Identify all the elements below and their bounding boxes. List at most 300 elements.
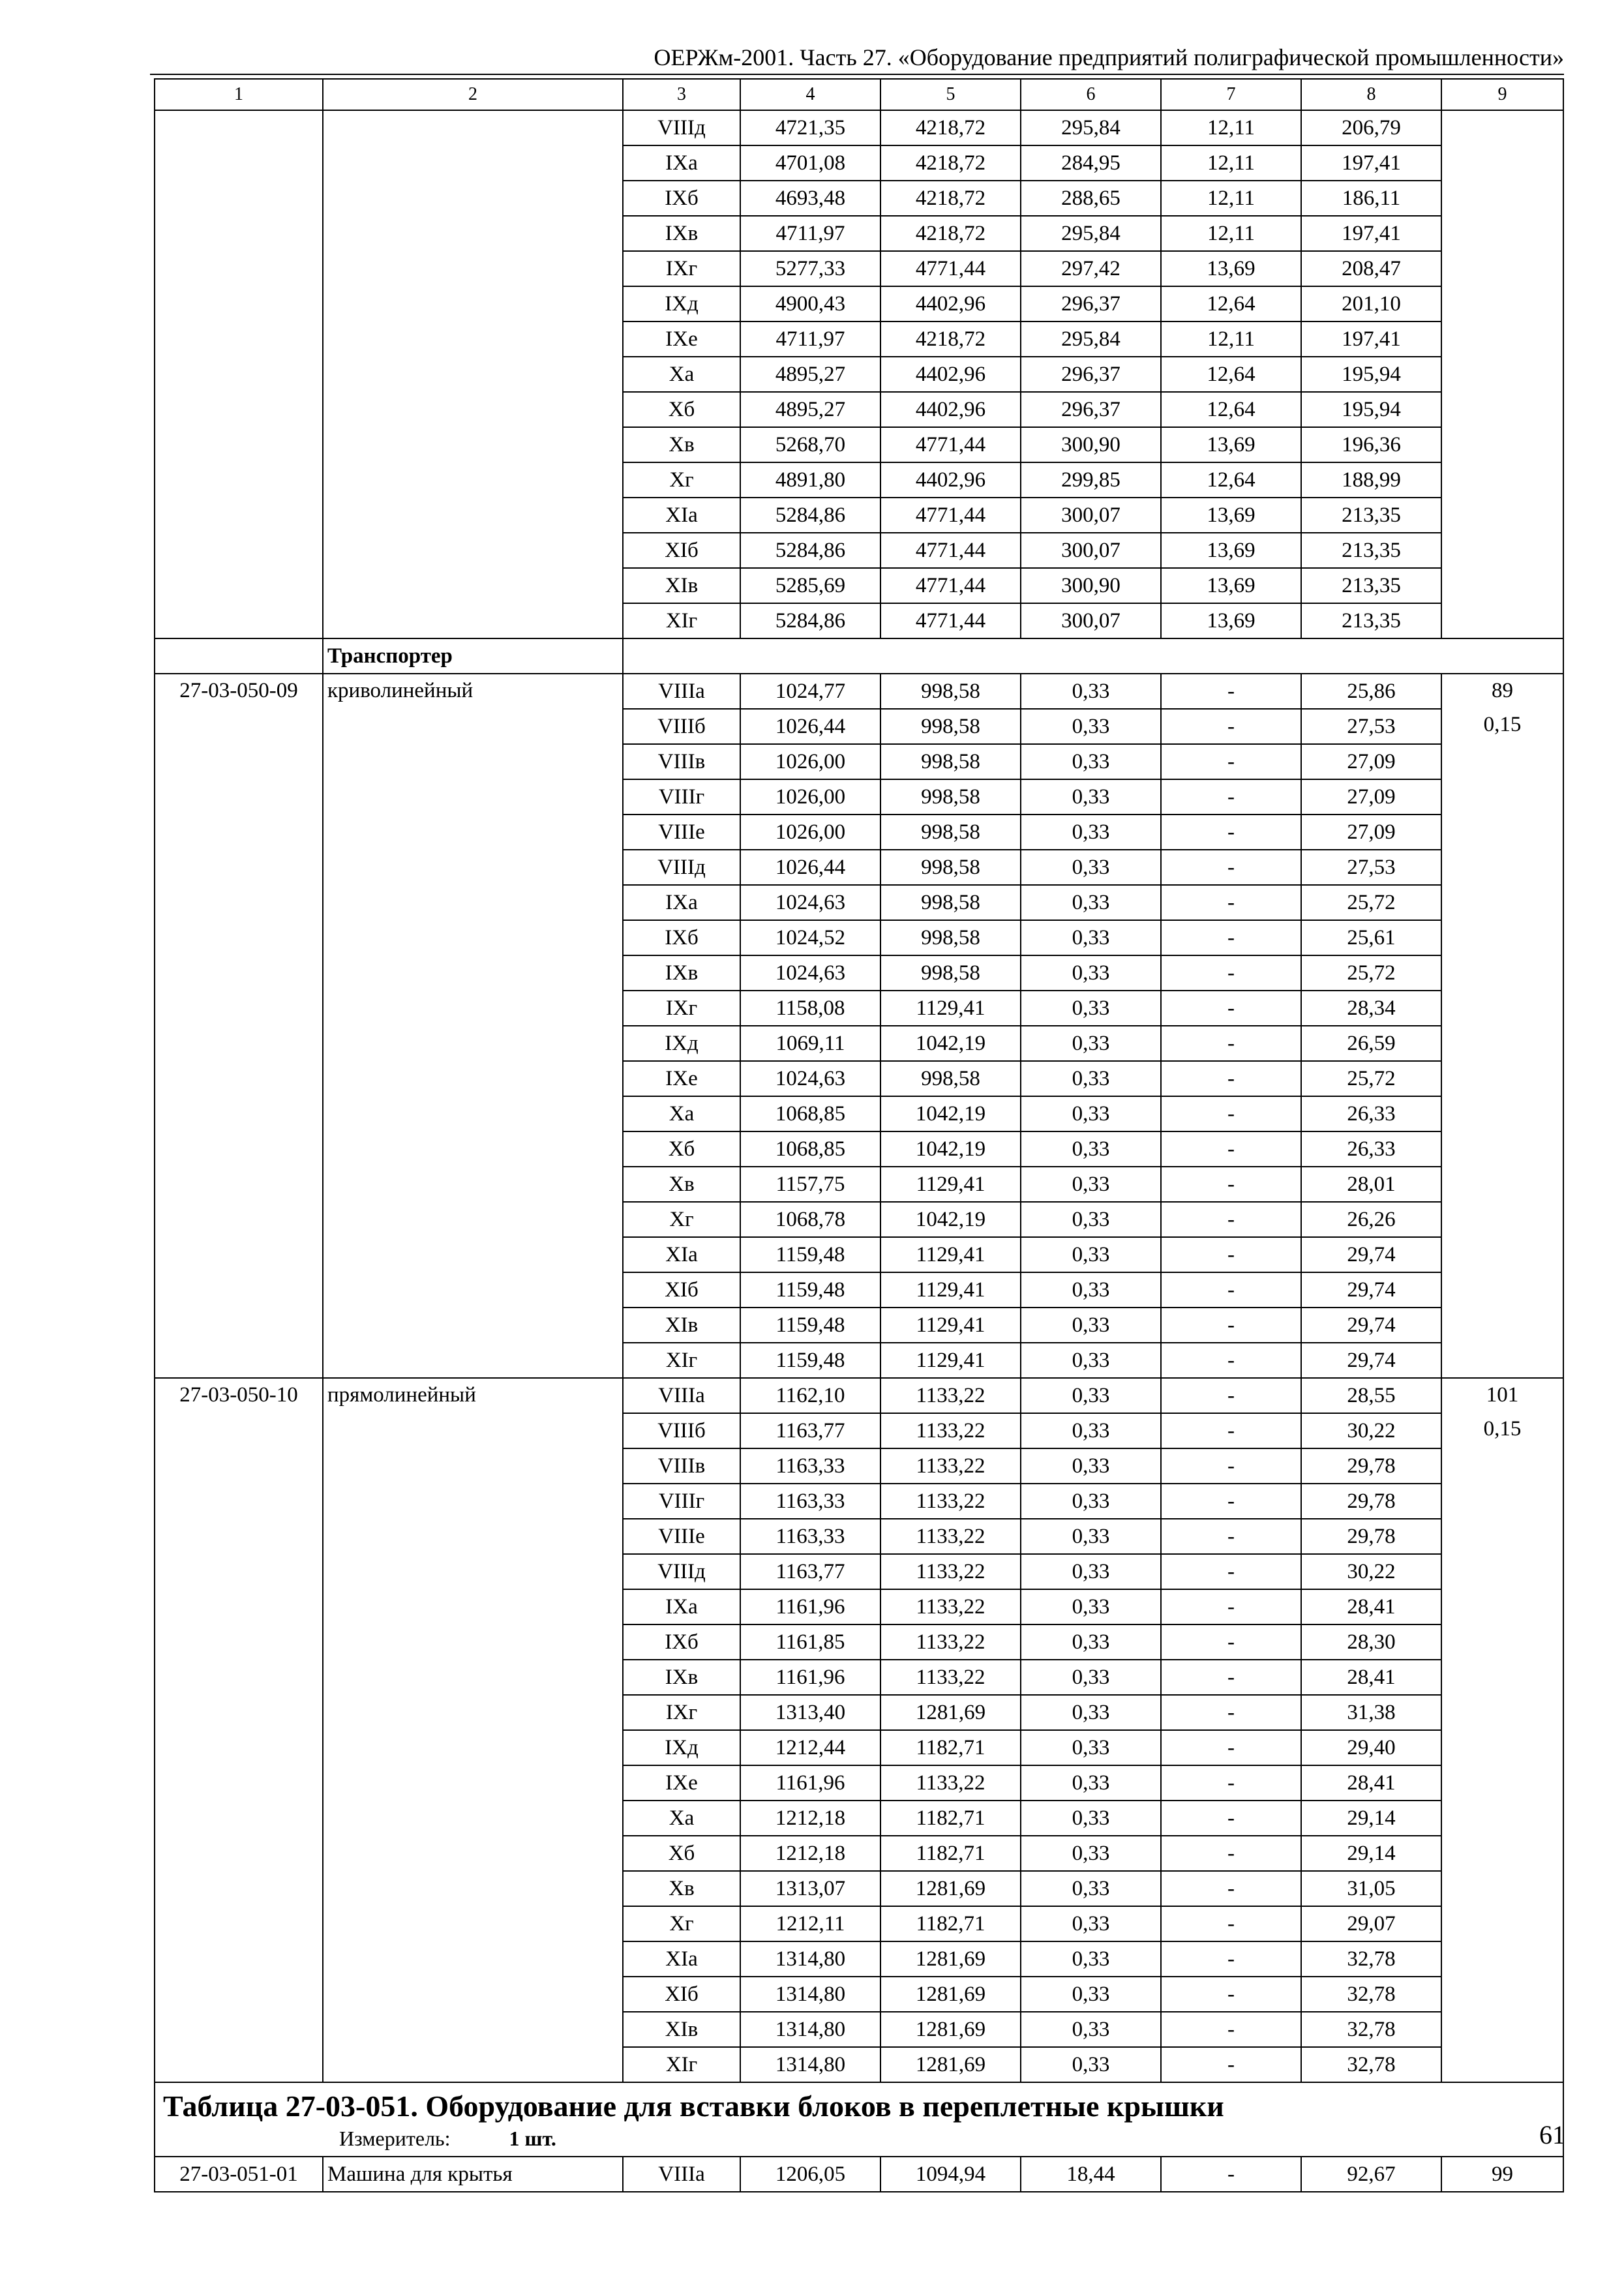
unit-value: 1 шт. [509,2127,556,2150]
region-cell: IXа [623,885,740,920]
total-cost-cell: 1024,63 [740,955,880,991]
total-cost-cell: 4891,80 [740,462,880,498]
region-cell: Xг [623,462,740,498]
table-caption-unit [163,2125,1555,2152]
materials-cost-cell: 27,09 [1301,779,1441,815]
operator-wage-cell: 12,64 [1161,357,1301,392]
machine-cost-cell: 288,65 [1021,181,1161,216]
machine-cost-cell: 0,33 [1021,955,1161,991]
materials-cost-cell: 197,41 [1301,145,1441,181]
operator-wage-cell: - [1161,1167,1301,1202]
region-cell: VIIIб [623,1413,740,1448]
operator-wage-cell: 12,11 [1161,110,1301,145]
labor-cost-cell: 1133,22 [880,1448,1021,1484]
operator-wage-cell: - [1161,1589,1301,1624]
machine-cost-cell: 295,84 [1021,110,1161,145]
machine-cost-cell: 297,42 [1021,251,1161,286]
machine-cost-cell: 0,33 [1021,1096,1161,1131]
operator-wage-cell: - [1161,1448,1301,1484]
machine-cost-cell: 0,33 [1021,709,1161,744]
labor-cost-cell: 998,58 [880,815,1021,850]
region-cell: XIб [623,533,740,568]
labor-cost-cell: 1133,22 [880,1589,1021,1624]
machine-cost-cell: 0,33 [1021,1871,1161,1906]
table-row [155,1378,1563,1413]
total-cost-cell: 1212,44 [740,1730,880,1765]
total-cost-cell: 1026,44 [740,709,880,744]
total-cost-cell: 1163,33 [740,1448,880,1484]
operator-wage-cell: 13,69 [1161,533,1301,568]
labor-cost-cell: 4218,72 [880,322,1021,357]
materials-cost-cell: 29,78 [1301,1448,1441,1484]
machine-cost-cell: 295,84 [1021,216,1161,251]
machine-cost-cell: 0,33 [1021,1061,1161,1096]
operator-wage-cell: - [1161,2012,1301,2047]
materials-cost-cell: 28,41 [1301,1765,1441,1801]
operator-wage-cell: 12,11 [1161,216,1301,251]
region-cell: XIа [623,498,740,533]
region-cell: XIв [623,2012,740,2047]
machine-cost-cell: 296,37 [1021,392,1161,427]
name-cell: криволинейный [323,674,623,1378]
materials-cost-cell: 28,41 [1301,1589,1441,1624]
materials-cost-cell: 208,47 [1301,251,1441,286]
region-cell: IXв [623,955,740,991]
labor-cost-cell: 1281,69 [880,1977,1021,2012]
column-number: 5 [880,79,1021,110]
labor-cost-cell: 998,58 [880,744,1021,779]
region-cell: XIг [623,1343,740,1378]
total-cost-cell: 1161,96 [740,1765,880,1801]
total-cost-cell: 5284,86 [740,498,880,533]
operator-wage-cell: - [1161,1836,1301,1871]
operator-wage-cell: - [1161,1343,1301,1378]
labor-cost-cell: 1182,71 [880,1730,1021,1765]
materials-cost-cell: 31,05 [1301,1871,1441,1906]
machine-cost-cell: 0,33 [1021,1272,1161,1308]
total-cost-cell: 1024,77 [740,674,880,709]
total-cost-cell: 1163,33 [740,1484,880,1519]
labor-cost-cell: 4771,44 [880,498,1021,533]
labor-cost-cell: 1042,19 [880,1026,1021,1061]
materials-cost-cell: 29,74 [1301,1237,1441,1272]
region-cell: Xг [623,1906,740,1941]
total-cost-cell: 1161,96 [740,1589,880,1624]
total-cost-cell: 4693,48 [740,181,880,216]
total-cost-cell: 4900,43 [740,286,880,322]
materials-cost-cell: 213,35 [1301,533,1441,568]
total-cost-cell: 1314,80 [740,1977,880,2012]
materials-cost-cell: 206,79 [1301,110,1441,145]
labor-cost-cell: 998,58 [880,779,1021,815]
operator-wage-cell: - [1161,991,1301,1026]
operator-wage-cell: - [1161,1519,1301,1554]
materials-cost-cell: 92,67 [1301,2157,1441,2192]
labor-cost-cell: 998,58 [880,1061,1021,1096]
machine-cost-cell: 0,33 [1021,1554,1161,1589]
total-cost-cell: 1162,10 [740,1378,880,1413]
labor-cost-cell: 1129,41 [880,1237,1021,1272]
machine-cost-cell: 0,33 [1021,1237,1161,1272]
materials-cost-cell: 30,22 [1301,1413,1441,1448]
labor-cost-cell: 4218,72 [880,110,1021,145]
operator-wage-cell: - [1161,1308,1301,1343]
operator-wage-cell: - [1161,815,1301,850]
materials-cost-cell: 195,94 [1301,392,1441,427]
region-cell: Xг [623,1202,740,1237]
machine-cost-cell: 0,33 [1021,1589,1161,1624]
total-cost-cell: 1159,48 [740,1308,880,1343]
labor-cost-cell: 4771,44 [880,603,1021,638]
operator-wage-cell: - [1161,850,1301,885]
materials-cost-cell: 186,11 [1301,181,1441,216]
operator-wage-cell: - [1161,674,1301,709]
column-number: 9 [1441,79,1563,110]
labor-cost-cell: 1133,22 [880,1660,1021,1695]
total-cost-cell: 1163,77 [740,1554,880,1589]
region-cell: Xв [623,1167,740,1202]
col9-cell: 99 [1441,2157,1563,2192]
total-cost-cell: 1313,40 [740,1695,880,1730]
materials-cost-cell: 25,61 [1301,920,1441,955]
labor-cost-cell: 1281,69 [880,2047,1021,2082]
unit-label: Измеритель: [339,2127,451,2150]
region-cell: IXв [623,216,740,251]
labor-cost-cell: 4402,96 [880,392,1021,427]
region-cell: XIб [623,1977,740,2012]
column-number: 4 [740,79,880,110]
labor-cost-cell: 4218,72 [880,181,1021,216]
machine-cost-cell: 0,33 [1021,1977,1161,2012]
operator-wage-cell: - [1161,1061,1301,1096]
code-cell [155,638,323,674]
machine-cost-cell: 295,84 [1021,322,1161,357]
operator-wage-cell: - [1161,1695,1301,1730]
operator-wage-cell: - [1161,1131,1301,1167]
materials-cost-cell: 213,35 [1301,603,1441,638]
total-cost-cell: 4711,97 [740,322,880,357]
labor-cost-cell: 1129,41 [880,1343,1021,1378]
region-cell: IXа [623,1589,740,1624]
col9-coefficient: 0,15 [1483,713,1522,736]
operator-wage-cell: 13,69 [1161,251,1301,286]
code-cell [155,110,323,638]
operator-wage-cell: 12,64 [1161,392,1301,427]
operator-wage-cell: - [1161,1660,1301,1695]
total-cost-cell: 1159,48 [740,1272,880,1308]
total-cost-cell: 1026,00 [740,815,880,850]
operator-wage-cell: 12,11 [1161,322,1301,357]
region-cell: IXг [623,251,740,286]
operator-wage-cell: - [1161,744,1301,779]
machine-cost-cell: 0,33 [1021,1730,1161,1765]
total-cost-cell: 1068,85 [740,1131,880,1167]
region-cell: IXа [623,145,740,181]
total-cost-cell: 1068,78 [740,1202,880,1237]
column-number: 7 [1161,79,1301,110]
materials-cost-cell: 28,34 [1301,991,1441,1026]
operator-wage-cell: - [1161,1624,1301,1660]
machine-cost-cell: 296,37 [1021,286,1161,322]
rates-table [154,78,1564,2192]
region-cell: Xб [623,392,740,427]
machine-cost-cell: 0,33 [1021,1624,1161,1660]
region-cell: XIв [623,568,740,603]
region-cell: IXб [623,920,740,955]
materials-cost-cell: 32,78 [1301,1941,1441,1977]
region-cell: IXв [623,1660,740,1695]
labor-cost-cell: 998,58 [880,674,1021,709]
materials-cost-cell: 197,41 [1301,322,1441,357]
total-cost-cell: 1024,63 [740,1061,880,1096]
total-cost-cell: 1161,85 [740,1624,880,1660]
materials-cost-cell: 29,07 [1301,1906,1441,1941]
region-cell: XIа [623,1237,740,1272]
table-row [155,110,1563,145]
rates-table-body [155,79,1563,2192]
materials-cost-cell: 29,78 [1301,1519,1441,1554]
materials-cost-cell: 26,33 [1301,1131,1441,1167]
region-cell: VIIIе [623,1519,740,1554]
labor-cost-cell: 1129,41 [880,991,1021,1026]
region-cell: XIб [623,1272,740,1308]
total-cost-cell: 1026,44 [740,850,880,885]
machine-cost-cell: 0,33 [1021,1131,1161,1167]
labor-cost-cell: 1133,22 [880,1765,1021,1801]
materials-cost-cell: 26,33 [1301,1096,1441,1131]
labor-cost-cell: 4771,44 [880,533,1021,568]
region-cell: Xв [623,427,740,462]
total-cost-cell: 1157,75 [740,1167,880,1202]
materials-cost-cell: 27,09 [1301,744,1441,779]
header-rule [150,74,1564,75]
labor-cost-cell: 1129,41 [880,1308,1021,1343]
labor-cost-cell: 1133,22 [880,1554,1021,1589]
materials-cost-cell: 201,10 [1301,286,1441,322]
region-cell: VIIIв [623,1448,740,1484]
operator-wage-cell: 13,69 [1161,498,1301,533]
materials-cost-cell: 29,14 [1301,1801,1441,1836]
machine-cost-cell: 0,33 [1021,1343,1161,1378]
operator-wage-cell: 12,11 [1161,145,1301,181]
table-caption-title: Таблица 27-03-051. Оборудование для вставки блоков в переплетные крышки [163,2089,1224,2123]
operator-wage-cell: 12,64 [1161,286,1301,322]
column-number: 2 [323,79,623,110]
total-cost-cell: 1163,77 [740,1413,880,1448]
labor-cost-cell: 1182,71 [880,1801,1021,1836]
total-cost-cell: 4721,35 [740,110,880,145]
region-cell: IXб [623,1624,740,1660]
region-cell: XIг [623,2047,740,2082]
region-cell: Xа [623,1096,740,1131]
machine-cost-cell: 0,33 [1021,1836,1161,1871]
region-cell: Xа [623,1801,740,1836]
machine-cost-cell: 0,33 [1021,1765,1161,1801]
labor-cost-cell: 1281,69 [880,1941,1021,1977]
total-cost-cell: 1163,33 [740,1519,880,1554]
labor-cost-cell: 998,58 [880,709,1021,744]
materials-cost-cell: 213,35 [1301,498,1441,533]
materials-cost-cell: 31,38 [1301,1695,1441,1730]
materials-cost-cell: 28,41 [1301,1660,1441,1695]
operator-wage-cell: 12,64 [1161,462,1301,498]
operator-wage-cell: - [1161,1871,1301,1906]
materials-cost-cell: 196,36 [1301,427,1441,462]
materials-cost-cell: 29,78 [1301,1484,1441,1519]
materials-cost-cell: 26,59 [1301,1026,1441,1061]
total-cost-cell: 1206,05 [740,2157,880,2192]
machine-cost-cell: 0,33 [1021,815,1161,850]
labor-cost-cell: 1133,22 [880,1378,1021,1413]
operator-wage-cell: - [1161,2157,1301,2192]
operator-wage-cell: - [1161,1801,1301,1836]
region-cell: IXг [623,1695,740,1730]
region-cell: IXд [623,286,740,322]
region-cell: IXд [623,1730,740,1765]
name-cell: Машина для крытья [323,2157,623,2192]
region-cell: VIIIа [623,674,740,709]
total-cost-cell: 1313,07 [740,1871,880,1906]
group-heading-row [155,638,1563,674]
region-cell: Xб [623,1131,740,1167]
materials-cost-cell: 195,94 [1301,357,1441,392]
region-cell: XIг [623,603,740,638]
machine-cost-cell: 300,07 [1021,603,1161,638]
operator-wage-cell: - [1161,1484,1301,1519]
labor-cost-cell: 998,58 [880,885,1021,920]
materials-cost-cell: 28,55 [1301,1378,1441,1413]
materials-cost-cell: 27,53 [1301,850,1441,885]
table-row [155,674,1563,709]
operator-wage-cell: - [1161,1554,1301,1589]
col9-cell [1441,1378,1563,2082]
operator-wage-cell: - [1161,709,1301,744]
machine-cost-cell: 300,90 [1021,427,1161,462]
machine-cost-cell: 0,33 [1021,674,1161,709]
operator-wage-cell: 13,69 [1161,568,1301,603]
operator-wage-cell: - [1161,2047,1301,2082]
operator-wage-cell: 13,69 [1161,603,1301,638]
total-cost-cell: 1159,48 [740,1343,880,1378]
operator-wage-cell: - [1161,1730,1301,1765]
total-cost-cell: 1026,00 [740,779,880,815]
machine-cost-cell: 0,33 [1021,1906,1161,1941]
region-cell: VIIIв [623,744,740,779]
region-cell: VIIIе [623,815,740,850]
materials-cost-cell: 27,53 [1301,709,1441,744]
labor-cost-cell: 4218,72 [880,145,1021,181]
machine-cost-cell: 0,33 [1021,779,1161,815]
materials-cost-cell: 25,86 [1301,674,1441,709]
machine-cost-cell: 0,33 [1021,1695,1161,1730]
region-cell: IXг [623,991,740,1026]
name-cell: прямолинейный [323,1378,623,2082]
total-cost-cell: 4711,97 [740,216,880,251]
region-cell: XIв [623,1308,740,1343]
labor-cost-cell: 1133,22 [880,1519,1021,1554]
labor-cost-cell: 1042,19 [880,1096,1021,1131]
total-cost-cell: 1069,11 [740,1026,880,1061]
region-cell: Xб [623,1836,740,1871]
group-heading: Транспортер [323,638,623,674]
labor-cost-cell: 4402,96 [880,286,1021,322]
materials-cost-cell: 188,99 [1301,462,1441,498]
operator-wage-cell: - [1161,1765,1301,1801]
total-cost-cell: 1026,00 [740,744,880,779]
machine-cost-cell: 300,07 [1021,533,1161,568]
labor-cost-cell: 1133,22 [880,1413,1021,1448]
name-cell [323,110,623,638]
machine-cost-cell: 0,33 [1021,1167,1161,1202]
machine-cost-cell: 0,33 [1021,850,1161,885]
code-cell: 27-03-050-09 [155,674,323,1378]
labor-cost-cell: 1042,19 [880,1202,1021,1237]
machine-cost-cell: 0,33 [1021,1519,1161,1554]
machine-cost-cell: 300,90 [1021,568,1161,603]
materials-cost-cell: 29,74 [1301,1308,1441,1343]
operator-wage-cell: - [1161,1026,1301,1061]
machine-cost-cell: 296,37 [1021,357,1161,392]
labor-cost-cell: 1133,22 [880,1484,1021,1519]
table-row [155,2157,1563,2192]
operator-wage-cell: 12,11 [1161,181,1301,216]
machine-cost-cell: 0,33 [1021,1484,1161,1519]
total-cost-cell: 1024,63 [740,885,880,920]
labor-cost-cell: 1281,69 [880,1871,1021,1906]
region-cell: VIIIб [623,709,740,744]
materials-cost-cell: 28,30 [1301,1624,1441,1660]
region-cell: IXе [623,1765,740,1801]
total-cost-cell: 4895,27 [740,357,880,392]
materials-cost-cell: 32,78 [1301,1977,1441,2012]
column-number: 8 [1301,79,1441,110]
total-cost-cell: 1158,08 [740,991,880,1026]
page-header: ОЕРЖм-2001. Часть 27. «Оборудование предприятий полиграфической промышленности» [654,44,1564,70]
region-cell: IXб [623,181,740,216]
machine-cost-cell: 0,33 [1021,1308,1161,1343]
materials-cost-cell: 30,22 [1301,1554,1441,1589]
region-cell: IXд [623,1026,740,1061]
region-cell: VIIIд [623,1554,740,1589]
labor-cost-cell: 1182,71 [880,1836,1021,1871]
code-cell: 27-03-050-10 [155,1378,323,2082]
total-cost-cell: 5277,33 [740,251,880,286]
region-cell: VIIIг [623,1484,740,1519]
machine-cost-cell: 0,33 [1021,991,1161,1026]
table-caption-row [155,2082,1563,2157]
region-cell: IXе [623,322,740,357]
materials-cost-cell: 26,26 [1301,1202,1441,1237]
column-number: 6 [1021,79,1161,110]
materials-cost-cell: 197,41 [1301,216,1441,251]
materials-cost-cell: 29,74 [1301,1272,1441,1308]
labor-cost-cell: 4771,44 [880,568,1021,603]
machine-cost-cell: 0,33 [1021,920,1161,955]
total-cost-cell: 5268,70 [740,427,880,462]
machine-cost-cell: 0,33 [1021,1801,1161,1836]
total-cost-cell: 5284,86 [740,603,880,638]
col9-coefficient: 0,15 [1483,1417,1522,1441]
machine-cost-cell: 0,33 [1021,885,1161,920]
total-cost-cell: 1068,85 [740,1096,880,1131]
column-number: 1 [155,79,323,110]
total-cost-cell: 1212,18 [740,1836,880,1871]
machine-cost-cell: 0,33 [1021,1026,1161,1061]
materials-cost-cell: 25,72 [1301,885,1441,920]
region-cell: Xа [623,357,740,392]
operator-wage-cell: - [1161,920,1301,955]
labor-cost-cell: 4771,44 [880,427,1021,462]
